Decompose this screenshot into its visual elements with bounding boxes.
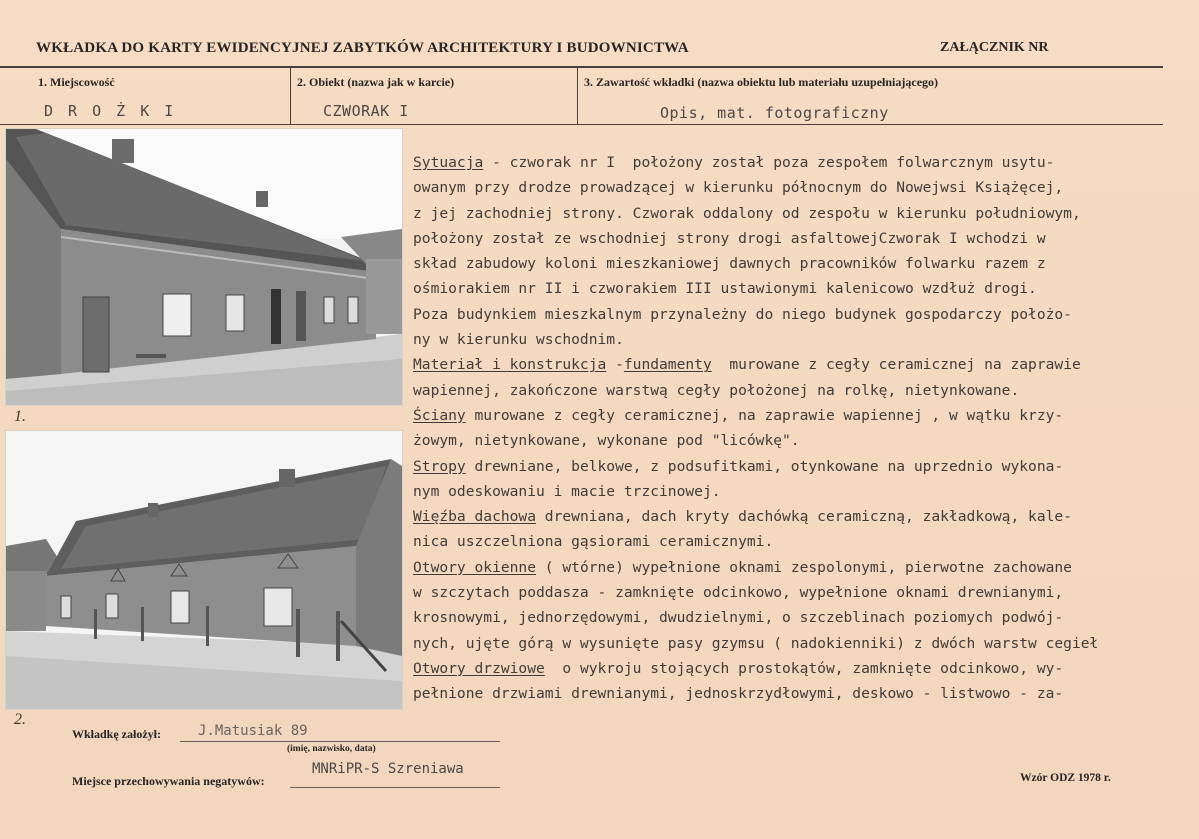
description-line — [413, 605, 1183, 630]
description-line — [413, 251, 1183, 276]
description-line — [413, 656, 1183, 681]
description-line — [413, 580, 1183, 605]
description-line — [413, 631, 1183, 656]
card-title: WKŁADKA DO KARTY EWIDENCYJNEJ ZABYTKÓW ARCHITEKTURY I BUDOWNICTWA — [36, 40, 689, 56]
description-segment: położony został ze wschodniej strony drogi asfaltowejCzworak I wchodzi w — [413, 229, 1046, 247]
section-heading: fundamenty — [623, 356, 712, 374]
description-line — [413, 352, 1183, 377]
description-segment: z jej zachodniej strony. Czworak oddalony od zespołu w kierunku południowym, — [413, 204, 1081, 222]
section-heading: Otwory okienne — [413, 558, 537, 576]
place-value: D R O Ż K I — [44, 102, 177, 120]
description-segment: nica uszczelniona gąsiorami ceramicznymi. — [413, 533, 774, 551]
description-line — [413, 454, 1183, 479]
field-divider-2 — [577, 67, 578, 124]
description-segment: - — [606, 356, 624, 374]
description-segment: drewniane, belkowe, z podsufitkami, otynkowane na uprzednio wykona- — [465, 457, 1064, 475]
description-line — [413, 150, 1183, 175]
description-segment: krosnowymi, jednorzędowymi, dwudzielnymi, o szczeblinach poziomych podwój- — [413, 609, 1064, 627]
description-segment: nych, ujęte górą w wysunięte pasy gzymsu ( nadokienniki) z dwóch warstw cegieł — [413, 634, 1099, 652]
description-line — [413, 504, 1183, 529]
description-segment: o wykroju stojących prostokątów, zamknięte odcinkowo, wy- — [544, 659, 1064, 677]
fields-rule — [0, 124, 1163, 125]
description-segment: żowym, nietynkowane, wykonane pod "licówkę". — [413, 432, 800, 450]
description-segment: ośmiorakiem nr II i czworakiem III ustawionymi kalenicowo wzdłuż drogi. — [413, 280, 1037, 298]
description-segment: pełnione drzwiami drewnianymi, jednoskrzydłowymi, deskowo - listwowo - za- — [413, 685, 1064, 703]
section-heading: Otwory drzwiowe — [413, 659, 545, 677]
description-line — [413, 403, 1183, 428]
form-reference: Wzór ODZ 1978 r. — [1020, 772, 1111, 784]
section-heading: Stropy — [413, 457, 466, 475]
founder-value: J.Matusiak 89 — [198, 723, 308, 739]
photo-1 — [5, 128, 403, 406]
description-line — [413, 681, 1183, 706]
description-line — [413, 302, 1183, 327]
photo-2-number: 2. — [14, 711, 26, 728]
description-segment: drewniana, dach kryty dachówką ceramiczną, zakładkową, kale- — [536, 508, 1072, 526]
section-heading: Ściany — [413, 406, 466, 424]
photo-2 — [5, 430, 403, 710]
description-segment: skład zabudowy koloni mieszkaniowej dawnych pracowników folwarku razem z — [413, 255, 1046, 273]
description-segment: wapiennej, zakończone warstwą cegły położonej na rolkę, nietynkowane. — [413, 381, 1020, 399]
contents-value: Opis, mat. fotograficzny — [660, 104, 889, 122]
founder-line — [180, 741, 500, 742]
description-line — [413, 327, 1183, 352]
description-text — [413, 150, 1183, 707]
description-line — [413, 378, 1183, 403]
description-line — [413, 175, 1183, 200]
storage-label: Miejsce przechowywania negatywów: — [72, 774, 265, 788]
object-value: CZWORAK I — [323, 102, 409, 120]
description-line — [413, 529, 1183, 554]
description-segment: w szczytach poddasza - zamknięte odcinkowo, wypełnione oknami drewnianymi, — [413, 584, 1064, 602]
contents-label: 3. Zawartość wkładki (nazwa obiektu lub materiału uzupełniającego) — [584, 75, 939, 89]
description-segment: murowane z cegły ceramicznej, na zaprawie wapiennej , w wątku krzy- — [465, 406, 1064, 424]
section-heading: Więźba dachowa — [413, 508, 537, 526]
house-photo-icon — [6, 129, 402, 405]
founder-sub: (imię, nazwisko, data) — [287, 744, 376, 754]
description-line — [413, 201, 1183, 226]
section-heading: Sytuacja — [413, 154, 484, 171]
annex-label: ZAŁĄCZNIK NR — [940, 40, 1049, 55]
description-segment: murowane z cegły ceramicznej na zaprawie — [711, 356, 1081, 374]
storage-value: MNRiPR-S Szreniawa — [312, 761, 464, 777]
description-line — [413, 226, 1183, 251]
description-segment: Poza budynkiem mieszkalnym przynależny do niego budynek gospodarczy położo- — [413, 305, 1072, 323]
description-line — [413, 479, 1183, 504]
section-heading: Materiał i konstrukcja — [413, 356, 607, 374]
field-divider-1 — [290, 67, 291, 124]
description-segment: ( wtórne) wypełnione oknami zespolonymi, pierwotne zachowane — [536, 558, 1072, 576]
description-line — [413, 276, 1183, 301]
founder-label: Wkładkę założył: — [72, 727, 161, 741]
object-label: 2. Obiekt (nazwa jak w karcie) — [297, 75, 455, 89]
house-photo-icon — [6, 431, 402, 709]
description-line — [413, 555, 1183, 580]
description-segment: nym odeskowaniu i macie trzcinowej. — [413, 482, 721, 500]
description-segment: owanym przy drodze prowadzącej w kierunku północnym do Nowejwsi Książęcej, — [413, 179, 1064, 197]
storage-line — [290, 787, 500, 788]
header-rule — [0, 66, 1163, 68]
place-label: 1. Miejscowość — [38, 75, 115, 89]
description-line — [413, 428, 1183, 453]
description-segment: ny w kierunku wschodnim. — [413, 331, 624, 349]
photo-1-number: 1. — [14, 408, 26, 425]
description-segment: - czworak nr I położony został poza zespołem folwarcznym usytu- — [483, 154, 1055, 171]
